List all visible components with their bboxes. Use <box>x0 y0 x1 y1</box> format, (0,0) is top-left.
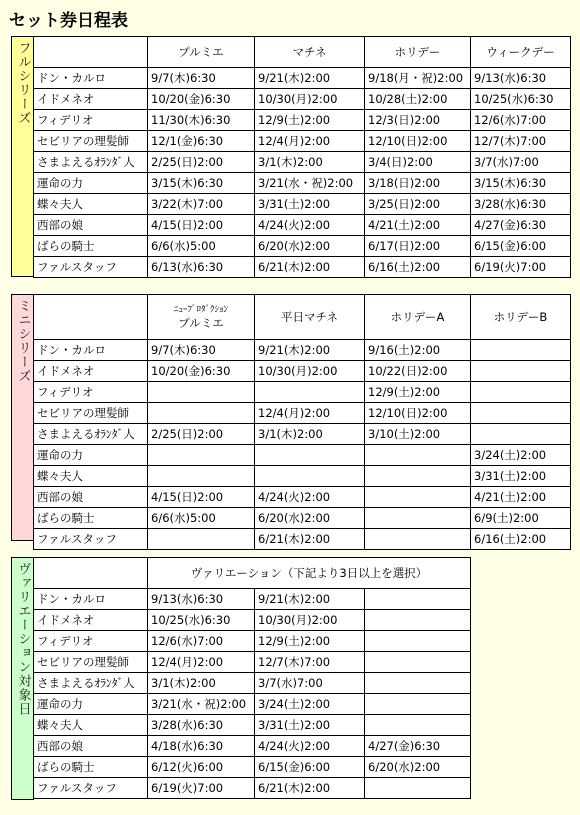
date-cell: 3/10(土)2:00 <box>365 424 471 445</box>
date-cell: 3/4(日)2:00 <box>365 152 471 173</box>
table-row <box>34 694 471 715</box>
date-cell: 4/27(金)6:30 <box>365 736 471 757</box>
date-cell: 3/22(木)7:00 <box>148 194 255 215</box>
date-cell: 6/19(火)7:00 <box>471 257 571 278</box>
table-row <box>34 173 571 194</box>
date-cell <box>255 382 365 403</box>
date-cell: 9/21(木)2:00 <box>255 589 365 610</box>
table-row <box>34 89 571 110</box>
opera-title: ドン・カルロ <box>34 589 148 610</box>
date-cell: 6/12(火)6:00 <box>148 757 255 778</box>
date-cell: 6/21(木)2:00 <box>255 778 365 799</box>
opera-title: セビリアの理髪師 <box>34 652 148 673</box>
date-cell: 12/9(土)2:00 <box>365 382 471 403</box>
opera-title: ばらの騎士 <box>34 236 148 257</box>
date-cell <box>471 382 571 403</box>
date-cell: 3/24(土)2:00 <box>255 694 365 715</box>
date-cell <box>365 694 471 715</box>
column-header: ヴァリエーション（下記より3日以上を選択） <box>148 558 471 589</box>
date-cell: 12/4(月)2:00 <box>148 652 255 673</box>
table-row <box>34 736 471 757</box>
opera-title: ファルスタッフ <box>34 529 148 550</box>
date-cell <box>148 466 255 487</box>
full-series-label <box>11 36 34 277</box>
header-blank <box>34 37 148 68</box>
column-header: ウィークデー <box>471 37 571 68</box>
header-row <box>34 558 471 589</box>
date-cell: 6/6(水)5:00 <box>148 508 255 529</box>
date-cell <box>365 610 471 631</box>
date-cell: 6/6(水)5:00 <box>148 236 255 257</box>
date-cell: 3/15(木)6:30 <box>148 173 255 194</box>
column-header: ホリデーB <box>471 295 571 340</box>
date-cell: 12/9(土)2:00 <box>255 110 365 131</box>
opera-title: ファルスタッフ <box>34 778 148 799</box>
date-cell: 3/1(木)2:00 <box>255 152 365 173</box>
date-cell <box>471 424 571 445</box>
table-row <box>34 715 471 736</box>
opera-title: ドン・カルロ <box>34 68 148 89</box>
table-row <box>34 382 571 403</box>
date-cell: 3/28(水)6:30 <box>148 715 255 736</box>
date-cell: 6/20(水)2:00 <box>255 236 365 257</box>
date-cell: 12/7(木)7:00 <box>471 131 571 152</box>
table-row <box>34 757 471 778</box>
opera-title: イドメネオ <box>34 610 148 631</box>
opera-title: さまよえるｵﾗﾝﾀﾞ人 <box>34 152 148 173</box>
opera-title: イドメネオ <box>34 89 148 110</box>
date-cell: 3/21(水・祝)2:00 <box>255 173 365 194</box>
date-cell: 10/25(水)6:30 <box>148 610 255 631</box>
page-title: セット券日程表 <box>9 11 128 31</box>
date-cell: 4/21(土)2:00 <box>365 215 471 236</box>
date-cell: 6/21(木)2:00 <box>255 529 365 550</box>
date-cell: 4/24(火)2:00 <box>255 215 365 236</box>
date-cell <box>255 445 365 466</box>
table-row <box>34 529 571 550</box>
date-cell: 3/31(土)2:00 <box>255 194 365 215</box>
date-cell: 6/19(火)7:00 <box>148 778 255 799</box>
table-row <box>34 445 571 466</box>
date-cell: 2/25(日)2:00 <box>148 152 255 173</box>
opera-title: 西部の娘 <box>34 215 148 236</box>
table-row <box>34 466 571 487</box>
full-series-label-text: フルシリーズ <box>15 41 31 125</box>
date-cell: 10/20(金)6:30 <box>148 361 255 382</box>
date-cell: 4/18(水)6:30 <box>148 736 255 757</box>
date-cell: 6/15(金)6:00 <box>471 236 571 257</box>
date-cell: 3/7(水)7:00 <box>471 152 571 173</box>
table-row <box>34 131 571 152</box>
date-cell: 10/28(土)2:00 <box>365 89 471 110</box>
date-cell: 6/21(木)2:00 <box>255 257 365 278</box>
date-cell <box>365 778 471 799</box>
date-cell <box>148 403 255 424</box>
date-cell: 4/15(日)2:00 <box>148 215 255 236</box>
table-row <box>34 340 571 361</box>
date-cell <box>148 529 255 550</box>
column-header: ホリデー <box>365 37 471 68</box>
date-cell: 3/31(土)2:00 <box>255 715 365 736</box>
date-cell <box>365 715 471 736</box>
table-row <box>34 68 571 89</box>
column-header-text: プルミエ <box>178 316 224 330</box>
date-cell: 3/1(木)2:00 <box>255 424 365 445</box>
date-cell <box>148 382 255 403</box>
opera-title: フィデリオ <box>34 110 148 131</box>
mini-series-label-text: ミニシリーズ <box>15 299 31 383</box>
date-cell: 9/16(土)2:00 <box>365 340 471 361</box>
date-cell <box>365 445 471 466</box>
date-cell <box>471 340 571 361</box>
column-header: 平日マチネ <box>255 295 365 340</box>
date-cell: 10/25(水)6:30 <box>471 89 571 110</box>
variation-label <box>11 557 34 800</box>
date-cell: 12/6(水)7:00 <box>148 631 255 652</box>
date-cell: 9/13(水)6:30 <box>148 589 255 610</box>
opera-title: 蝶々夫人 <box>34 715 148 736</box>
opera-title: イドメネオ <box>34 361 148 382</box>
date-cell: 6/16(土)2:00 <box>365 257 471 278</box>
date-cell: 6/20(水)2:00 <box>255 508 365 529</box>
date-cell: 9/21(木)2:00 <box>255 340 365 361</box>
table-row <box>34 778 471 799</box>
header-blank <box>34 295 148 340</box>
date-cell: 9/13(水)6:30 <box>471 68 571 89</box>
table-row <box>34 487 571 508</box>
date-cell: 12/10(日)2:00 <box>365 131 471 152</box>
column-header <box>148 295 255 340</box>
date-cell: 12/1(金)6:30 <box>148 131 255 152</box>
date-cell: 9/7(木)6:30 <box>148 340 255 361</box>
date-cell: 9/18(月・祝)2:00 <box>365 68 471 89</box>
mini-series-table <box>33 294 571 550</box>
opera-title: 運命の力 <box>34 694 148 715</box>
header-row <box>34 37 571 68</box>
opera-title: 運命の力 <box>34 445 148 466</box>
date-cell: 3/28(水)6:30 <box>471 194 571 215</box>
opera-title: セビリアの理髪師 <box>34 403 148 424</box>
table-row <box>34 652 471 673</box>
date-cell: 12/6(水)7:00 <box>471 110 571 131</box>
date-cell <box>148 445 255 466</box>
opera-title: 運命の力 <box>34 173 148 194</box>
opera-title: フィデリオ <box>34 382 148 403</box>
variation-label-text: ヴァリエーション対象日 <box>15 562 31 716</box>
date-cell: 3/7(水)7:00 <box>255 673 365 694</box>
date-cell: 12/4(月)2:00 <box>255 403 365 424</box>
date-cell <box>365 589 471 610</box>
date-cell: 3/31(土)2:00 <box>471 466 571 487</box>
date-cell: 12/10(日)2:00 <box>365 403 471 424</box>
date-cell: 12/7(木)7:00 <box>255 652 365 673</box>
date-cell: 10/30(月)2:00 <box>255 89 365 110</box>
table-row <box>34 673 471 694</box>
table-row <box>34 215 571 236</box>
table-row <box>34 508 571 529</box>
date-cell <box>365 652 471 673</box>
date-cell: 6/13(水)6:30 <box>148 257 255 278</box>
date-cell: 3/21(水・祝)2:00 <box>148 694 255 715</box>
table-row <box>34 424 571 445</box>
date-cell: 3/15(木)6:30 <box>471 173 571 194</box>
date-cell: 3/1(木)2:00 <box>148 673 255 694</box>
date-cell: 12/3(日)2:00 <box>365 110 471 131</box>
column-header: プルミエ <box>148 37 255 68</box>
new-production-note: ﾆｭｰﾌﾟﾛﾀﾞｸｼｮﾝ <box>173 305 228 315</box>
table-row <box>34 152 571 173</box>
date-cell <box>365 673 471 694</box>
table-row <box>34 257 571 278</box>
date-cell: 6/20(水)2:00 <box>365 757 471 778</box>
date-cell: 9/7(木)6:30 <box>148 68 255 89</box>
table-row <box>34 589 471 610</box>
date-cell: 2/25(日)2:00 <box>148 424 255 445</box>
opera-title: 西部の娘 <box>34 736 148 757</box>
date-cell <box>255 466 365 487</box>
opera-title: ドン・カルロ <box>34 340 148 361</box>
date-cell: 4/15(日)2:00 <box>148 487 255 508</box>
opera-title: フィデリオ <box>34 631 148 652</box>
date-cell <box>365 508 471 529</box>
opera-title: さまよえるｵﾗﾝﾀﾞ人 <box>34 673 148 694</box>
opera-title: 西部の娘 <box>34 487 148 508</box>
date-cell <box>471 361 571 382</box>
date-cell: 11/30(木)6:30 <box>148 110 255 131</box>
date-cell: 3/24(土)2:00 <box>471 445 571 466</box>
full-series-table <box>33 36 571 278</box>
date-cell <box>365 529 471 550</box>
table-row <box>34 403 571 424</box>
date-cell: 9/21(木)2:00 <box>255 68 365 89</box>
date-cell: 3/18(日)2:00 <box>365 173 471 194</box>
date-cell: 12/4(月)2:00 <box>255 131 365 152</box>
table-row <box>34 610 471 631</box>
date-cell: 6/9(土)2:00 <box>471 508 571 529</box>
date-cell: 4/24(火)2:00 <box>255 736 365 757</box>
date-cell <box>365 487 471 508</box>
column-header: ホリデーA <box>365 295 471 340</box>
opera-title: さまよえるｵﾗﾝﾀﾞ人 <box>34 424 148 445</box>
date-cell: 6/16(土)2:00 <box>471 529 571 550</box>
date-cell <box>471 403 571 424</box>
table-row <box>34 110 571 131</box>
opera-title: 蝶々夫人 <box>34 194 148 215</box>
opera-title: ファルスタッフ <box>34 257 148 278</box>
date-cell: 10/22(日)2:00 <box>365 361 471 382</box>
date-cell: 4/24(火)2:00 <box>255 487 365 508</box>
date-cell <box>365 631 471 652</box>
date-cell: 3/25(日)2:00 <box>365 194 471 215</box>
column-header: マチネ <box>255 37 365 68</box>
date-cell: 4/21(土)2:00 <box>471 487 571 508</box>
date-cell: 6/15(金)6:00 <box>255 757 365 778</box>
table-row <box>34 361 571 382</box>
table-row <box>34 236 571 257</box>
date-cell: 10/30(月)2:00 <box>255 610 365 631</box>
date-cell: 10/30(月)2:00 <box>255 361 365 382</box>
date-cell: 4/27(金)6:30 <box>471 215 571 236</box>
opera-title: ばらの騎士 <box>34 757 148 778</box>
table-row <box>34 194 571 215</box>
table-row <box>34 631 471 652</box>
variation-table <box>33 557 471 799</box>
date-cell: 10/20(金)6:30 <box>148 89 255 110</box>
header-row <box>34 295 571 340</box>
opera-title: セビリアの理髪師 <box>34 131 148 152</box>
date-cell: 12/9(土)2:00 <box>255 631 365 652</box>
date-cell <box>365 466 471 487</box>
opera-title: 蝶々夫人 <box>34 466 148 487</box>
mini-series-label <box>11 294 34 541</box>
header-blank <box>34 558 148 589</box>
opera-title: ばらの騎士 <box>34 508 148 529</box>
date-cell: 6/17(日)2:00 <box>365 236 471 257</box>
